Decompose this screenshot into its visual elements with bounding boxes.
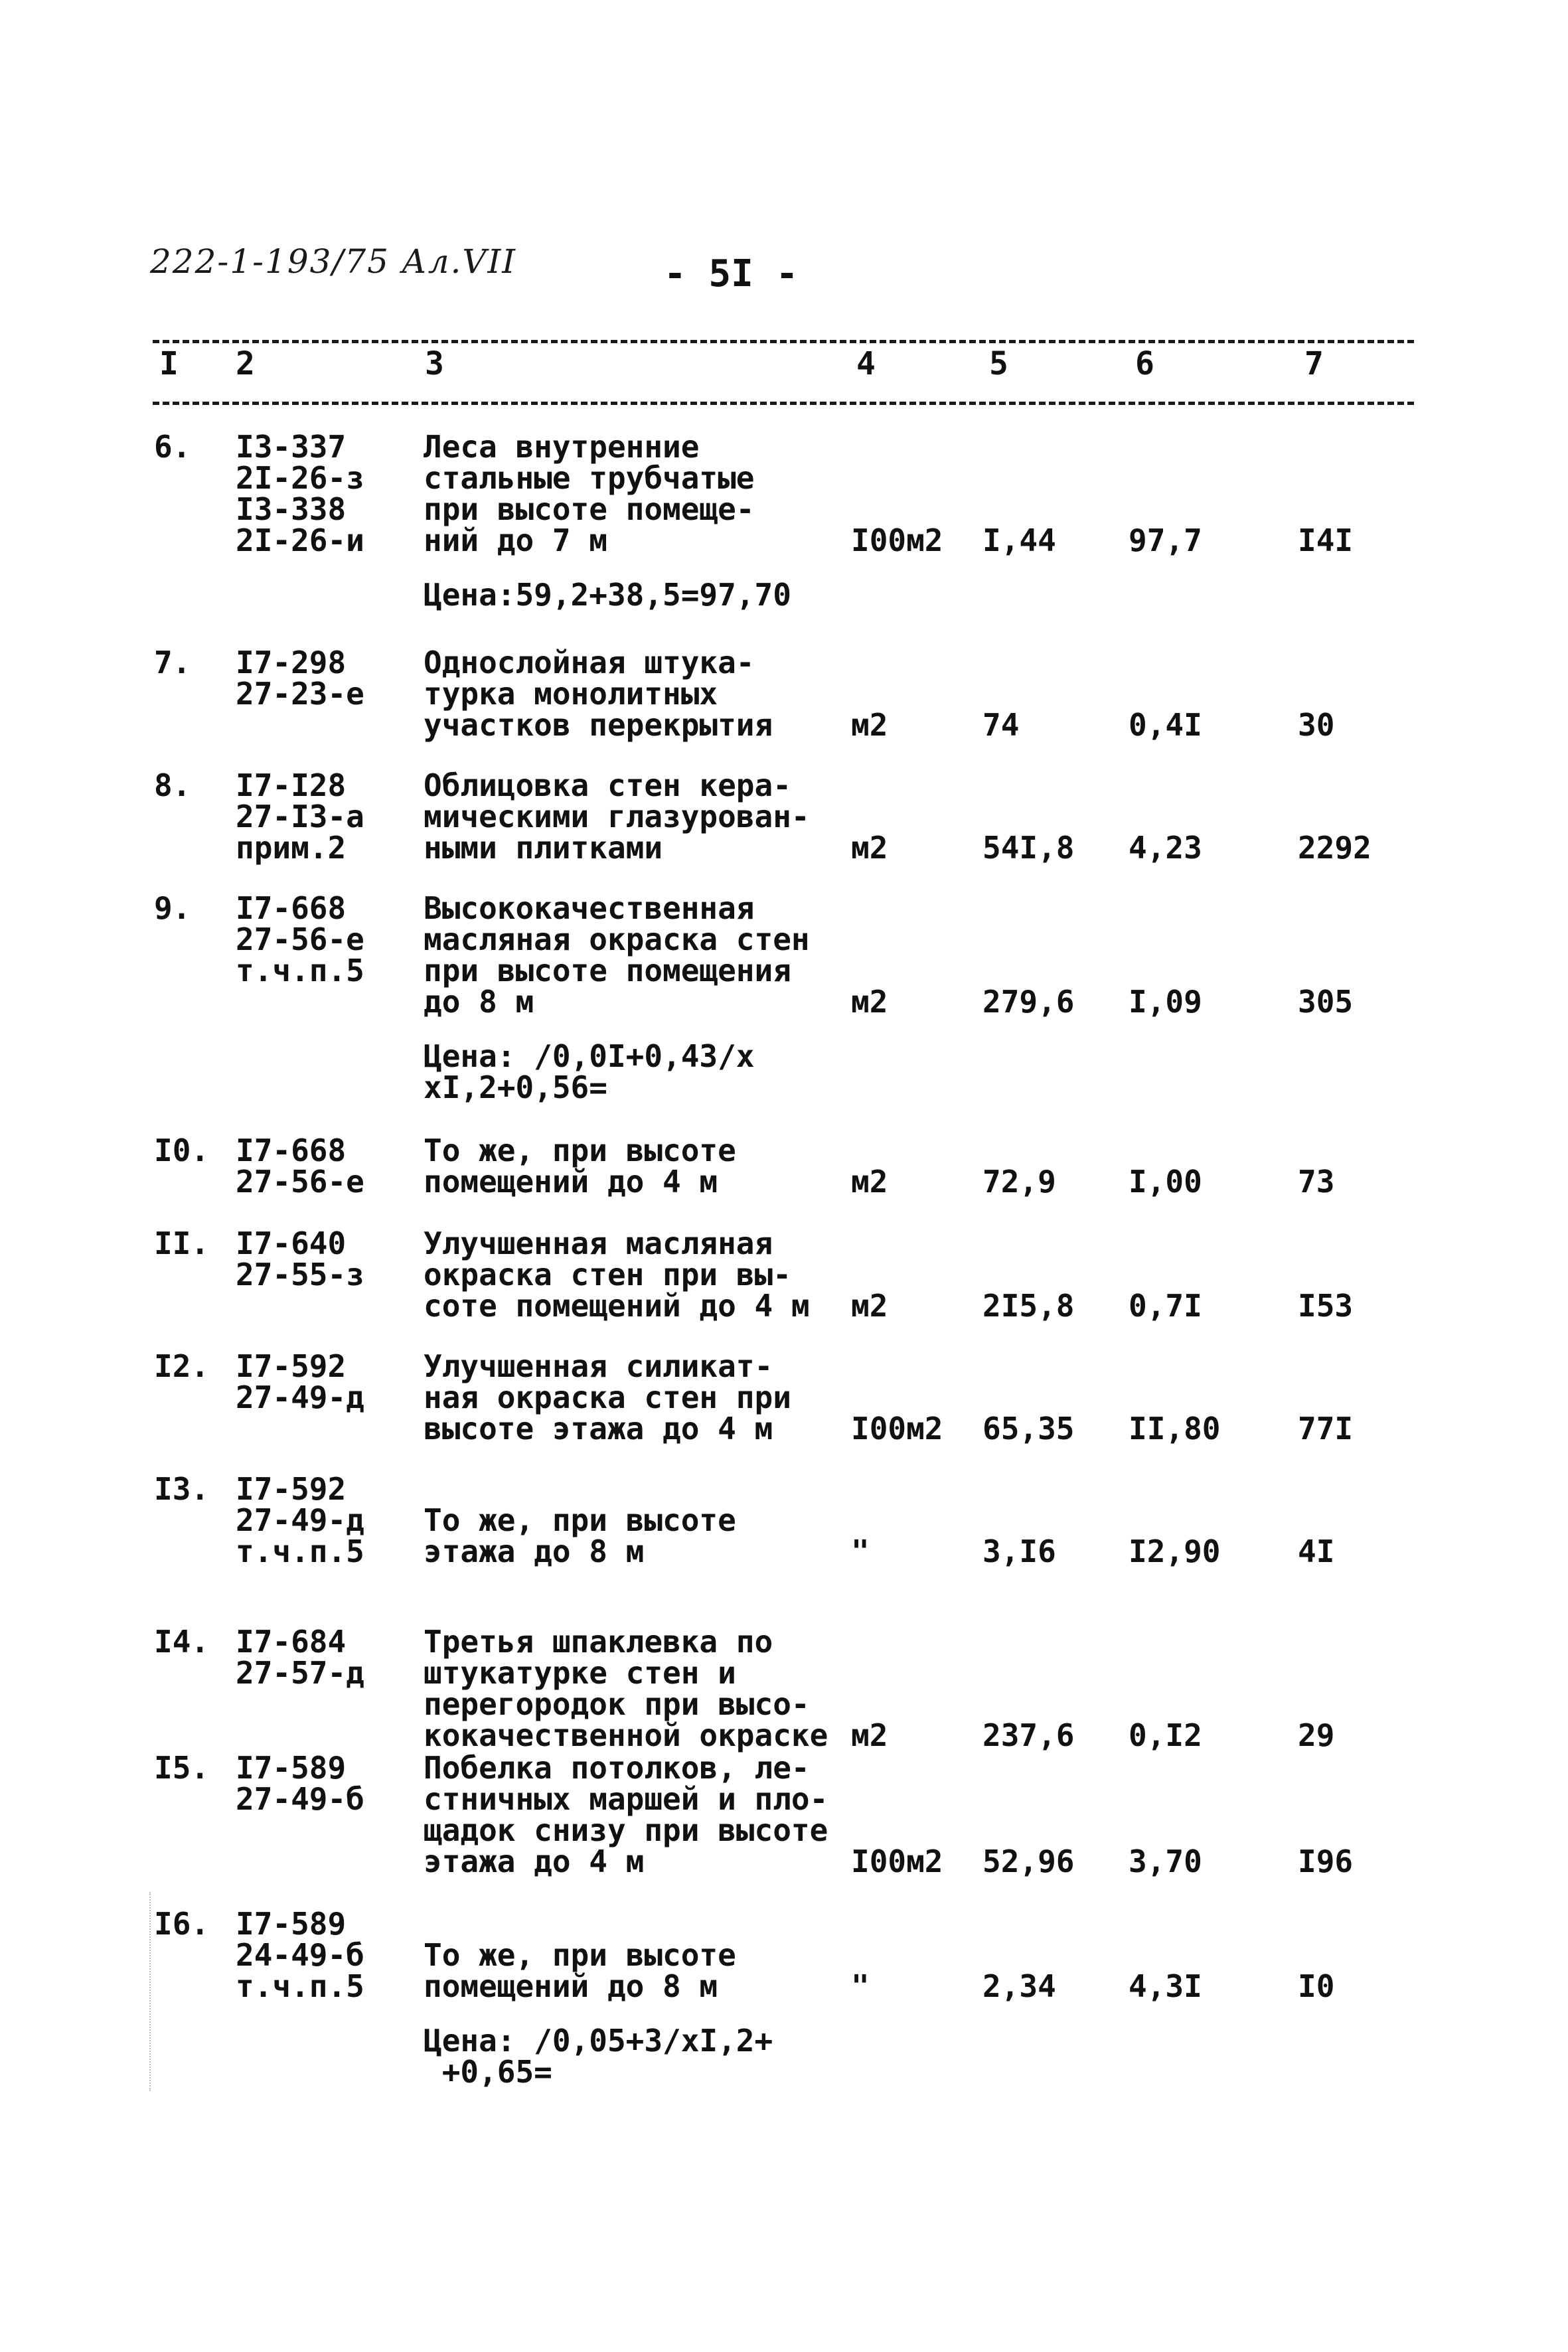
column-header-4: 4 <box>856 345 876 382</box>
norm-code: I7-589 <box>236 1906 347 1942</box>
norm-code: I7-640 <box>236 1225 347 1261</box>
quantity-cell: 2I5,8 <box>982 1288 1075 1324</box>
work-description: при высоте помещения <box>424 953 791 988</box>
row-number: I4. <box>154 1624 210 1660</box>
column-header-1: I <box>159 345 179 382</box>
norm-code: I3-337 <box>236 429 347 465</box>
row-number: I5. <box>154 1750 210 1786</box>
work-description: помещений до 4 м <box>424 1164 718 1200</box>
table-top-rule <box>153 340 1414 343</box>
norm-code: прим.2 <box>236 830 347 866</box>
quantity-cell: I,44 <box>982 522 1056 558</box>
total-cell: I53 <box>1298 1288 1354 1324</box>
unit-cell: I00м2 <box>851 1411 943 1447</box>
norm-code: т.ч.п.5 <box>236 1968 364 2004</box>
work-description: щадок снизу при высоте <box>424 1812 828 1848</box>
unit-price-cell: 97,7 <box>1129 522 1202 558</box>
unit-cell: м2 <box>851 830 888 866</box>
norm-code: 27-49-д <box>236 1502 364 1538</box>
work-description: ная окраска стен при <box>424 1379 791 1415</box>
work-description: турка монолитных <box>424 676 718 712</box>
work-description: мическими глазурован- <box>424 799 810 834</box>
row-number: I2. <box>154 1348 210 1384</box>
work-description: помещений до 8 м <box>424 1968 718 2004</box>
work-description: То же, при высоте <box>424 1133 736 1168</box>
unit-price-cell: 0,I2 <box>1129 1717 1202 1753</box>
unit-cell: м2 <box>851 1288 888 1324</box>
unit-price-cell: 0,7I <box>1129 1288 1202 1324</box>
work-description: Улучшенная силикат- <box>424 1348 773 1384</box>
norm-code: I7-589 <box>236 1750 347 1786</box>
work-description: Высококачественная <box>424 890 755 926</box>
unit-price-cell: 4,23 <box>1129 830 1202 866</box>
unit-price-cell: I2,90 <box>1129 1533 1221 1569</box>
norm-code: 2I-26-з <box>236 460 364 496</box>
unit-price-cell: 4,3I <box>1129 1968 1202 2004</box>
column-header-7: 7 <box>1304 345 1324 382</box>
work-description: масляная окраска стен <box>424 921 810 957</box>
quantity-cell: 74 <box>982 707 1020 743</box>
unit-cell: м2 <box>851 1164 888 1200</box>
work-description: стничных маршей и пло- <box>424 1781 828 1817</box>
total-cell: 4I <box>1298 1533 1335 1569</box>
norm-code: 27-23-е <box>236 676 364 712</box>
column-header-6: 6 <box>1135 345 1154 382</box>
price-note: хI,2+0,56= <box>424 1069 607 1105</box>
price-note: Цена: /0,05+3/хI,2+ <box>424 2023 773 2059</box>
norm-code: 27-I3-а <box>236 799 364 834</box>
norm-code: I3-338 <box>236 491 347 527</box>
row-number: 8. <box>154 767 191 803</box>
margin-dots <box>149 1892 153 2091</box>
norm-code: т.ч.п.5 <box>236 1533 364 1569</box>
norm-code: 27-56-е <box>236 1164 364 1200</box>
norm-code: 24-49-б <box>236 1937 364 1973</box>
work-description: Побелка потолков, ле- <box>424 1750 810 1786</box>
work-description: до 8 м <box>424 984 534 1020</box>
row-number: 7. <box>154 645 191 680</box>
unit-price-cell: II,80 <box>1129 1411 1221 1447</box>
unit-cell: I00м2 <box>851 1843 943 1879</box>
work-description: штукатурке стен и <box>424 1655 736 1691</box>
quantity-cell: 237,6 <box>982 1717 1075 1753</box>
work-description: Третья шпаклевка по <box>424 1624 773 1660</box>
total-cell: I4I <box>1298 522 1354 558</box>
work-description: участков перекрытия <box>424 707 773 743</box>
norm-code: 27-56-е <box>236 921 364 957</box>
unit-cell: м2 <box>851 1717 888 1753</box>
norm-code: 27-49-д <box>236 1379 364 1415</box>
price-note: Цена: /0,0I+0,43/х <box>424 1038 755 1074</box>
quantity-cell: 65,35 <box>982 1411 1075 1447</box>
price-note: +0,65= <box>424 2054 552 2090</box>
unit-cell: м2 <box>851 984 888 1020</box>
norm-code: I7-684 <box>236 1624 347 1660</box>
quantity-cell: 279,6 <box>982 984 1075 1020</box>
total-cell: 73 <box>1298 1164 1335 1200</box>
row-number: I3. <box>154 1471 210 1507</box>
work-description: кокачественной окраске <box>424 1717 828 1753</box>
work-description: То же, при высоте <box>424 1502 736 1538</box>
work-description: стальные трубчатые <box>424 460 755 496</box>
norm-code: I7-668 <box>236 1133 347 1168</box>
total-cell: 77I <box>1298 1411 1354 1447</box>
row-number: 6. <box>154 429 191 465</box>
row-number: II. <box>154 1225 210 1261</box>
norm-code: I7-592 <box>236 1471 347 1507</box>
price-note: Цена:59,2+38,5=97,70 <box>424 577 791 613</box>
quantity-cell: 3,I6 <box>982 1533 1056 1569</box>
unit-cell: " <box>851 1968 870 2004</box>
norm-code: I7-668 <box>236 890 347 926</box>
work-description: этажа до 4 м <box>424 1843 645 1879</box>
unit-cell: " <box>851 1533 870 1569</box>
table-header-rule <box>153 402 1414 405</box>
norm-code: т.ч.п.5 <box>236 953 364 988</box>
work-description: Облицовка стен кера- <box>424 767 791 803</box>
quantity-cell: 52,96 <box>982 1843 1075 1879</box>
row-number: 9. <box>154 890 191 926</box>
norm-code: 27-55-з <box>236 1257 364 1293</box>
column-header-3: 3 <box>425 345 444 382</box>
unit-price-cell: 3,70 <box>1129 1843 1202 1879</box>
norm-code: 2I-26-и <box>236 522 364 558</box>
total-cell: 29 <box>1298 1717 1335 1753</box>
norm-code: I7-592 <box>236 1348 347 1384</box>
total-cell: 30 <box>1298 707 1335 743</box>
norm-code: 27-49-б <box>236 1781 364 1817</box>
quantity-cell: 2,34 <box>982 1968 1056 2004</box>
norm-code: I7-I28 <box>236 767 347 803</box>
row-number: I6. <box>154 1906 210 1942</box>
work-description: высоте этажа до 4 м <box>424 1411 773 1447</box>
total-cell: I96 <box>1298 1843 1354 1879</box>
row-number: I0. <box>154 1133 210 1168</box>
total-cell: 2292 <box>1298 830 1372 866</box>
document-code-handwritten: 222-1-193/75 Ал.VII <box>150 242 517 281</box>
unit-price-cell: I,00 <box>1129 1164 1202 1200</box>
work-description: перегородок при высо- <box>424 1686 810 1722</box>
quantity-cell: 72,9 <box>982 1164 1056 1200</box>
total-cell: I0 <box>1298 1968 1335 2004</box>
work-description: этажа до 8 м <box>424 1533 645 1569</box>
work-description: Однослойная штука- <box>424 645 755 680</box>
work-description: ными плитками <box>424 830 663 866</box>
norm-code: 27-57-д <box>236 1655 364 1691</box>
unit-cell: м2 <box>851 707 888 743</box>
work-description: ний до 7 м <box>424 522 607 558</box>
column-header-5: 5 <box>989 345 1008 382</box>
work-description: соте помещений до 4 м <box>424 1288 810 1324</box>
column-headers <box>0 345 1568 392</box>
work-description: Леса внутренние <box>424 429 700 465</box>
unit-price-cell: 0,4I <box>1129 707 1202 743</box>
page-number: - 5I - <box>664 252 799 295</box>
unit-price-cell: I,09 <box>1129 984 1202 1020</box>
work-description: при высоте помеще- <box>424 491 755 527</box>
work-description: окраска стен при вы- <box>424 1257 791 1293</box>
unit-cell: I00м2 <box>851 522 943 558</box>
quantity-cell: 54I,8 <box>982 830 1075 866</box>
work-description: То же, при высоте <box>424 1937 736 1973</box>
column-header-2: 2 <box>236 345 255 382</box>
norm-code: I7-298 <box>236 645 347 680</box>
total-cell: 305 <box>1298 984 1354 1020</box>
work-description: Улучшенная масляная <box>424 1225 773 1261</box>
